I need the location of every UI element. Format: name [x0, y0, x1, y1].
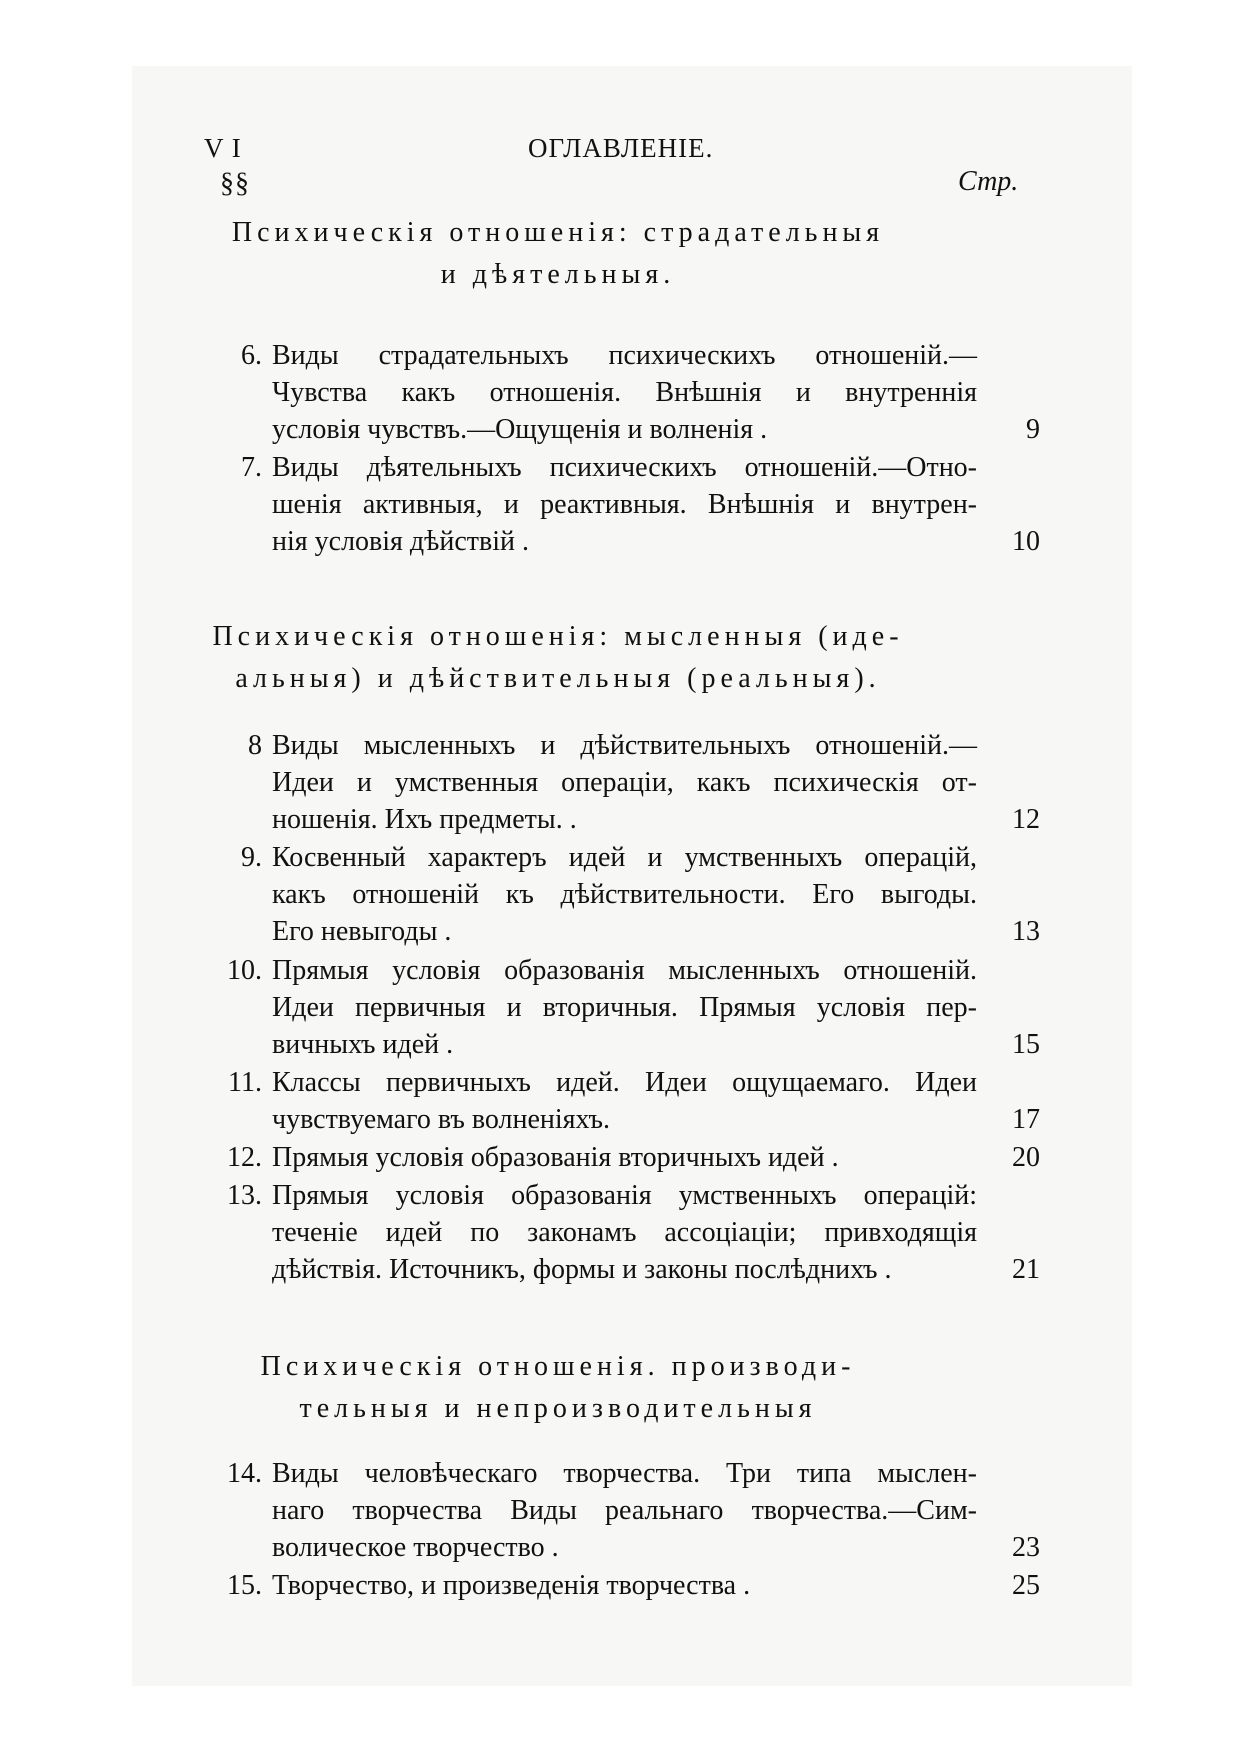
entry-text-line: Виды страдательныхъ психическихъ отношенiй.— [272, 340, 977, 371]
entry-number: 9. [241, 842, 262, 873]
entry-page-number: 21 [1012, 1254, 1040, 1285]
entry-page-number: 23 [1012, 1532, 1040, 1563]
page-number: V I [204, 133, 242, 163]
section-heading [158, 1346, 958, 1430]
entry-text-line: Чувства какъ отношенiя. Внѣшнiя и внутреннiя [272, 377, 977, 408]
entry-text-line: Прямыя условiя образованiя умственныхъ операцiй: [272, 1180, 977, 1211]
entry-text-line: Виды мысленныхъ и дѣйствительныхъ отношенiй.— [272, 730, 977, 761]
entry-text-line: Идеи и умственныя операцiи, какъ психическiя от- [272, 767, 977, 798]
section-heading [158, 616, 958, 700]
entry-text-line: Его невыгоды . [272, 916, 452, 947]
entry-text-line: условiя чувствъ.—Ощущенiя и волненiя . [272, 414, 768, 445]
entry-page-number: 9 [1026, 414, 1040, 445]
entry-text-line: Косвенный характеръ идей и умственныхъ операцiй, [272, 842, 977, 873]
entry-text-line: шенiя активныя, и реактивныя. Внѣшнiя и внутрен- [272, 489, 977, 520]
entry-number: 11. [228, 1067, 262, 1098]
entry-text-line: Виды человѣческаго творчества. Три типа мыслен- [272, 1458, 977, 1489]
entry-text-line: Классы первичныхъ идей. Идеи ощущаемаго. Идеи [272, 1067, 977, 1098]
entry-page-number: 12 [1012, 804, 1040, 835]
entry-number: 15. [227, 1570, 262, 1601]
page-column-label: Стр. [958, 166, 1019, 197]
entry-text-line: вичныхъ идей . [272, 1029, 454, 1060]
entry-number: 13. [227, 1180, 262, 1211]
entry-number: 7. [241, 452, 262, 483]
section-heading-line: и дѣятельныя. [440, 259, 676, 290]
section-heading-line: Психическiя отношенiя. производи- [260, 1351, 856, 1382]
entry-text-line: наго творчества Виды реальнаго творчества.—Сим- [272, 1495, 977, 1526]
entry-text-line: Творчество, и произведенiя творчества . [272, 1570, 751, 1601]
entry-number: 10. [227, 955, 262, 986]
section-heading-line: Психическiя отношенiя: страдательныя [231, 217, 885, 248]
entry-text-line: Идеи первичныя и вторичныя. Прямыя условiя пер- [272, 992, 977, 1023]
entry-text-line: нiя условiя дѣйствiй . [272, 526, 530, 557]
entry-text-line: Прямыя условiя образованiя мысленныхъ отношенiй. [272, 955, 977, 986]
entry-text-line: Виды дѣятельныхъ психическихъ отношенiй.—Отно- [272, 452, 977, 483]
entry-page-number: 13 [1012, 916, 1040, 947]
entry-text-line: теченiе идей по законамъ ассоцiацiи; привходящiя [272, 1217, 977, 1248]
entry-text-line: волическое творчество . [272, 1532, 559, 1563]
entry-page-number: 15 [1012, 1029, 1040, 1060]
page-title: ОГЛАВЛЕНIЕ. [528, 133, 714, 163]
section-heading-line: тельныя и непроизводительныя [299, 1393, 817, 1424]
entry-page-number: 17 [1012, 1104, 1040, 1135]
entry-number: 6. [241, 340, 262, 371]
entry-number: 14. [227, 1458, 262, 1489]
entry-page-number: 20 [1012, 1142, 1040, 1173]
entry-text-line: чувствуемаго въ волненiяхъ. [272, 1104, 610, 1135]
entry-text-line: какъ отношенiй къ дѣйствительности. Его выгоды. [272, 879, 977, 910]
section-heading-line: альныя) и дѣйствительныя (реальныя). [235, 663, 881, 694]
entry-page-number: 10 [1012, 526, 1040, 557]
entry-number: 8 [248, 730, 262, 761]
section-heading-line: Психическiя отношенiя: мысленныя (иде- [212, 621, 904, 652]
entry-text-line: дѣйствiя. Источникъ, формы и законы послѣднихъ . [272, 1254, 892, 1285]
page-background [132, 66, 1132, 1686]
entry-page-number: 25 [1012, 1570, 1040, 1601]
section-heading [158, 212, 958, 296]
section-sign: §§ [220, 168, 250, 199]
entry-text-line: Прямыя условiя образованiя вторичныхъ идей . [272, 1142, 839, 1173]
entry-number: 12. [227, 1142, 262, 1173]
entry-text-line: ношенiя. Ихъ предметы. . [272, 804, 577, 835]
